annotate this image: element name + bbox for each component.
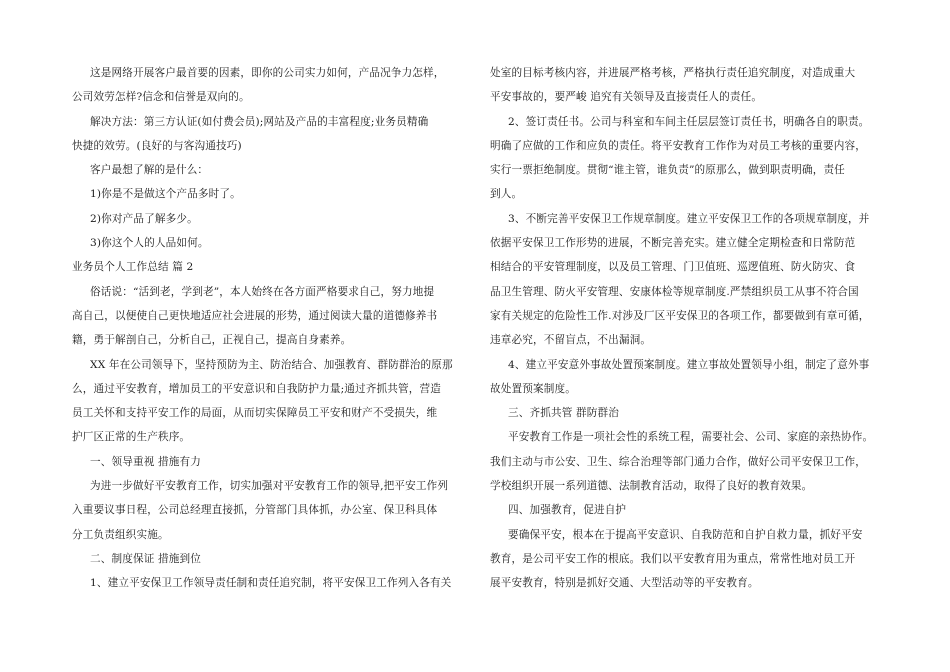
text-line: 护厂区正常的生产秩序。: [72, 431, 191, 444]
text-line: 处室的目标考核内容，并进展严格考核，严格执行责任追究制度，对造成重大: [490, 67, 856, 79]
text-line: 这是网络开展客户最首要的因素，即你的公司实力如何，产品况争力怎样，: [90, 67, 445, 79]
text-line: 家有关规定的危险性工作.对涉及厂区平安保卫的各项工作，都要做到有章可循，: [490, 309, 870, 322]
text-line: 3)你这个人的人品如何。: [90, 237, 209, 250]
text-line: 一、领导重视 措施有力: [90, 455, 201, 468]
text-line: 业务员个人工作总结 篇 2: [72, 261, 194, 274]
text-line: 平安事故的，要严峻 追究有关领导及直接责任人的责任。: [490, 91, 763, 104]
right-text-column: [490, 61, 878, 596]
text-line: 品卫生管理、防火平安管理、安康体检等规章制度.严禁组织员工从事不符合国: [490, 285, 859, 298]
text-line: 展平安教育，特别是抓好交通、大型活动等的平安教育。: [490, 577, 759, 590]
text-line: 客户最想了解的是什么：: [90, 164, 209, 177]
text-line: 高自己，以便使自己更快地适应社会进展的形势，通过阅读大量的道德修养书: [72, 309, 438, 322]
text-line: 我们主动与市公安、卫生、综合治理等部门通力合作，做好公司平安保卫工作，: [490, 455, 867, 468]
text-line: 明确了应做的工作和应负的责任。将平安教育工作作为对员工考核的重要内容，: [490, 139, 867, 152]
text-line: 2、签订责任书。公司与科室和车间主任层层签订责任书，明确各自的职责。: [508, 115, 870, 128]
text-line: 员工关怀和支持平安工作的局面，从而切实保障员工平安和财产不受损失，维: [72, 407, 438, 420]
text-line: 4、建立平安意外事故处置预案制度。建立事故处置领导小组，制定了意外事: [508, 358, 870, 371]
text-line: 入重要议事日程，公司总经理直接抓，分管部门具体抓，办公室、保卫科具体: [72, 504, 438, 517]
text-line: 四、加强教育，促进自护: [508, 504, 627, 517]
text-line: 解决方法：第三方认证(如付费会员);网站及产品的丰富程度;业务员精确: [90, 115, 429, 128]
text-line: 学校组织开展一系列道德、法制教育活动，取得了良好的教育效果。: [490, 480, 813, 493]
text-line: 1、建立平安保卫工作领导责任制和责任追究制，将平安保卫工作列入各有关: [90, 577, 452, 590]
text-line: XX 年在公司领导下，坚持预防为主、防治结合、加强教育、群防群治的原那: [90, 358, 453, 371]
text-line: 么，通过平安教育，增加员工的平安意识和自我防护力量;通过齐抓共管，营造: [72, 382, 442, 395]
text-line: 违章必究，不留盲点，不出漏洞。: [490, 334, 652, 347]
text-line: 3、不断完善平安保卫工作规章制度。建立平安保卫工作的各项规章制度，并: [508, 212, 870, 225]
text-line: 三、齐抓共管 群防群治: [508, 407, 619, 420]
text-line: 俗话说：“活到老，学到老”，本人始终在各方面严格要求自己，努力地提: [90, 285, 435, 298]
text-line: 平安教育工作是一项社会性的系统工程，需要社会、公司、家庭的亲热协作。: [508, 431, 874, 444]
text-line: 分工负责组织实施。: [72, 528, 169, 541]
text-line: 二、制度保证 措施到位: [90, 552, 201, 565]
text-line: 籍，勇于解剖自己，分析自己，正视自己，提高自身素养。: [72, 334, 352, 347]
text-line: 公司效劳怎样?信念和信誉是双向的。: [72, 91, 250, 104]
text-line: 教育，是公司平安工作的根底。我们以平安教育用为重点，常常性地对员工开: [490, 552, 856, 565]
text-line: 快捷的效劳。(良好的与客沟通技巧): [72, 139, 242, 152]
text-line: 相结合的平安管理制度，以及员工管理、门卫值班、巡逻值班、防火防灾、食: [490, 261, 856, 274]
text-line: 要确保平安，根本在于提高平安意识、自我防范和自护自救力量，抓好平安: [508, 528, 863, 541]
text-line: 实行一票拒绝制度。贯彻“谁主管，谁负责”的原那么，做到职责明确，责任: [490, 164, 845, 177]
left-text-column: [72, 61, 460, 596]
text-line: 依据平安保卫工作形势的进展，不断完善充实。建立健全定期检查和日常防范: [490, 237, 856, 250]
text-line: 2)你对产品了解多少。: [90, 212, 198, 225]
text-line: 到人。: [490, 188, 523, 201]
text-line: 1)你是不是做这个产品多时了。: [90, 188, 241, 201]
text-line: 为进一步做好平安教育工作，切实加强对平安教育工作的领导,把平安工作列: [90, 480, 449, 493]
text-line: 故处置预案制度。: [490, 382, 576, 395]
